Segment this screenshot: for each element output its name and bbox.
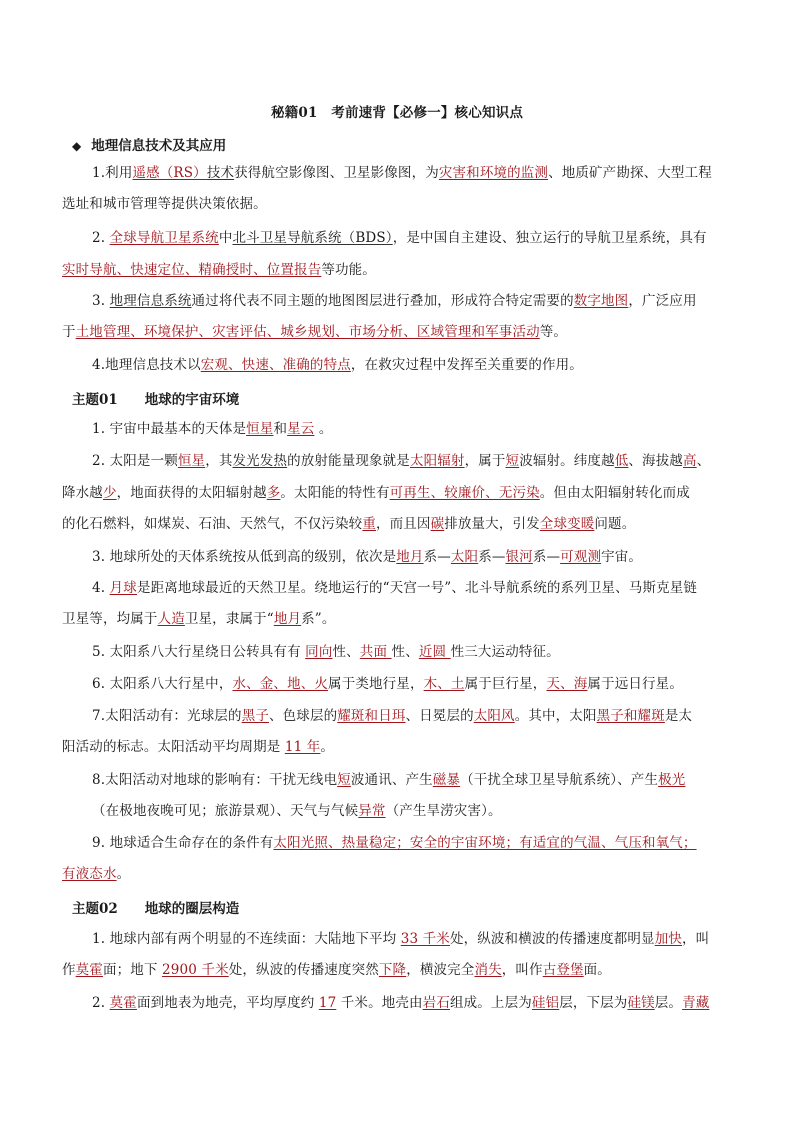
text-run: 系—: [478, 549, 506, 565]
text-run: 、海拔越: [628, 453, 684, 469]
text-run: 。太阳能的特性有: [280, 485, 390, 501]
text-run: 获得航空影像图、卫星影像图，为: [234, 165, 439, 181]
text-run: 是距离地球最近的天然卫星。绕地运行的“天宫一号”、北斗导航系统的系列卫星、马斯克星链: [136, 580, 698, 596]
key-term: 磁暴: [432, 772, 461, 788]
key-term: 地月: [396, 549, 424, 565]
key-term: 可再生、较廉价、无污染: [389, 485, 540, 501]
text-run: （在极地夜晚可见；旅游景观）、天气与气候: [92, 803, 359, 819]
text-run: 处，纵波的传播速度突然: [228, 962, 379, 978]
key-term: 共面: [359, 644, 392, 660]
paragraph-line: [62, 322, 734, 342]
key-term: 极光: [658, 772, 686, 788]
text-run: 波辐射。纬度越: [519, 453, 615, 469]
text-run: 作: [62, 962, 76, 978]
text-run: 组成。上层为: [449, 995, 532, 1011]
text-run: 问题。: [594, 516, 636, 532]
key-term: 地理信息系统: [109, 293, 192, 309]
key-term: 耀斑和日珥: [337, 708, 406, 724]
key-term: 土地管理、环境保护、灾害评估、城乡规划、市场分析、区域管理和军事活动: [75, 324, 540, 340]
text-run: ，叫作: [501, 962, 543, 978]
key-term: 可观测: [560, 549, 602, 565]
key-term: 全球变暖: [539, 516, 595, 532]
text-run: 4.: [92, 580, 110, 596]
text-run: 和: [273, 421, 288, 437]
text-run: 2.: [92, 230, 110, 246]
key-term: 碳: [430, 516, 445, 532]
paragraph-line: [92, 929, 734, 949]
text-run: 千米。地壳由: [336, 995, 423, 1011]
text-run: 4.地理信息技术以: [92, 357, 201, 373]
text-run: 8.太阳活动对地球的影响有：干扰无线电: [92, 772, 338, 788]
text-run: 是太: [664, 708, 693, 724]
key-term: 灾害和环境的监测: [438, 165, 549, 181]
key-term: 地月: [273, 611, 302, 627]
key-term: 岩石: [422, 995, 450, 1011]
text-run: 性、: [391, 644, 419, 660]
key-term: 遥感（RS）: [132, 165, 207, 181]
text-run: ，是中国自主建设、独立运行的导航卫星系统，具有: [392, 230, 707, 246]
paragraph-line: [62, 514, 734, 534]
text-run: 属于类地行星，: [328, 676, 424, 692]
text-run: 5. 太阳系八大行星绕日公转具有有: [92, 644, 306, 660]
key-term: 少: [102, 485, 117, 501]
paragraph-line: [92, 451, 734, 471]
section-heading-label: 地理信息技术及其应用: [91, 138, 227, 154]
paragraph-line: [92, 163, 734, 183]
text-run: ，地面获得的太阳辐射越: [116, 485, 267, 501]
key-term: 黑子和耀斑: [596, 708, 665, 724]
key-term: 人造: [157, 611, 185, 627]
text-run: 的放射能量现象就是: [287, 453, 410, 469]
paragraph-line: [92, 578, 734, 598]
text-run: 1. 宇宙中最基本的天体是: [92, 421, 247, 437]
paragraph-line: [62, 483, 734, 503]
paragraph-line: [92, 770, 734, 790]
paragraph-line: [62, 260, 734, 280]
text-run: 面到地表为地壳，平均厚度约: [136, 995, 319, 1011]
diamond-bullet-icon: ◆: [72, 139, 82, 153]
text-run: 。其中，太阳: [514, 708, 597, 724]
text-run: 层。: [654, 995, 683, 1011]
text-run: 选址和城市管理等提供决策依据。: [62, 196, 267, 212]
text-run: 阳活动的标志。太阳活动平均周期是: [62, 739, 285, 755]
key-term: 莫霍: [75, 962, 103, 978]
section-heading-gis: [72, 134, 226, 154]
text-run: ，横波完全: [406, 962, 475, 978]
key-term: 硅镁: [627, 995, 655, 1011]
paragraph-line: [92, 355, 734, 375]
text-run: ，在救灾过程中发挥至关重要的作用。: [350, 357, 583, 373]
key-term: 重: [362, 516, 376, 532]
key-term: 高: [683, 453, 697, 469]
text-run: 面。: [583, 962, 611, 978]
key-term: 下降: [378, 962, 407, 978]
key-term: 加快: [654, 931, 683, 947]
text-run: 系—: [532, 549, 561, 565]
text-run: 等。: [539, 324, 568, 340]
text-run: 波通讯、产生: [350, 772, 433, 788]
paragraph-line: [62, 194, 734, 214]
key-term: 古登堡: [542, 962, 584, 978]
paragraph-line: [92, 228, 734, 248]
paragraph-line: [62, 737, 734, 757]
topic-heading-02: 主题02 地球的圈层构造: [72, 901, 240, 917]
text-run: 。: [314, 421, 333, 437]
page-title: 秘籍01 考前速背【必修一】核心知识点: [270, 105, 524, 121]
text-run: 通过将代表不同主题的地图图层进行叠加，形成符合特定需要的: [191, 293, 574, 309]
text-run: 于: [62, 324, 76, 340]
key-term: 短: [337, 772, 351, 788]
text-run: 7.太阳活动有：光球层的: [92, 708, 242, 724]
key-term: 太阳辐射: [409, 453, 465, 469]
text-run: 。但由太阳辐射转化而成: [539, 485, 690, 501]
paragraph-line: [92, 291, 734, 311]
key-term: 月球: [109, 580, 137, 596]
paragraph-line: [92, 642, 734, 662]
key-term: 实时导航、快速定位、精确授时、位置报告: [62, 262, 322, 278]
text-run: ，其: [205, 453, 233, 469]
key-term: 恒星: [246, 421, 274, 437]
key-term: 天、海: [546, 676, 588, 692]
key-term: 宏观、快速、准确的特点: [200, 357, 351, 373]
key-term: 星云: [287, 421, 315, 437]
text-run: 9. 地球适合生命存在的条件有: [92, 835, 274, 851]
key-term: 莫霍: [109, 995, 137, 1011]
key-term: 同向: [305, 644, 333, 660]
text-run: 宇宙。: [601, 549, 643, 565]
paragraph-line: [92, 993, 734, 1013]
text-run: 6. 太阳系八大行星中，: [92, 676, 233, 692]
text-run: 1.利用: [92, 165, 133, 181]
key-term: 太阳光照、热量稳定；安全的宇宙环境；有适宜的气温、气压和氧气；: [273, 835, 697, 851]
key-term: 多: [266, 485, 281, 501]
text-run: 排放量大，引发: [444, 516, 540, 532]
key-term: 异常: [358, 803, 386, 819]
key-term: 青藏: [682, 995, 710, 1011]
key-term: 17: [318, 995, 337, 1011]
text-run: （干扰全球卫星导航系统）、产生: [460, 772, 659, 788]
key-term: 北斗卫星导航系统（BDS）: [232, 230, 393, 246]
text-run: 3.: [92, 293, 110, 309]
key-term: 近圆: [418, 644, 451, 660]
key-term: 水、金、地、火: [232, 676, 329, 692]
key-term: 黑子: [241, 708, 269, 724]
text-run: 的化石燃料，如煤炭、石油、天然气，不仅污染较: [62, 516, 363, 532]
text-run: 等功能。: [321, 262, 376, 278]
key-term: 有液态水: [62, 866, 117, 882]
paragraph-line: [62, 609, 734, 629]
text-run: ，叫: [682, 931, 710, 947]
key-term: 消失: [474, 962, 502, 978]
topic-heading-01: 主题01 地球的宇宙环境: [72, 392, 240, 408]
text-run: 面；地下: [102, 962, 163, 978]
text-run: 2. 太阳是一颗: [92, 453, 178, 469]
text-run: 降水越: [62, 485, 103, 501]
key-term: 33 千米: [400, 931, 450, 947]
text-run: 。: [116, 866, 131, 882]
key-term: 恒星: [177, 453, 206, 469]
text-run: ，属于: [464, 453, 506, 469]
key-term: 全球导航卫星系统: [109, 230, 219, 246]
text-run: 、: [696, 453, 711, 469]
text-run: ，广泛应用: [628, 293, 697, 309]
text-run: 、色球层的: [269, 708, 338, 724]
text-run: 系—: [423, 549, 451, 565]
text-run: 层，下层为: [559, 995, 628, 1011]
text-run: 属于远日行星。: [587, 676, 683, 692]
text-run: 。: [320, 739, 335, 755]
paragraph-line: [62, 864, 734, 884]
text-run: 2.: [92, 995, 110, 1011]
key-term: 2900 千米: [162, 962, 229, 978]
text-run: 性三大运动特征。: [450, 644, 560, 660]
key-term: 银河: [505, 549, 533, 565]
text-run: 系”。: [301, 611, 336, 627]
key-term: 太阳: [450, 549, 479, 565]
key-term: 木、土: [423, 676, 465, 692]
text-run: 性、: [332, 644, 360, 660]
key-term: 11 年: [284, 739, 321, 755]
key-term: 发光发热: [232, 453, 288, 469]
key-term: 短: [505, 453, 520, 469]
paragraph-line: [62, 960, 734, 980]
paragraph-line: [92, 419, 734, 439]
text-run: （产生旱涝灾害）。: [385, 803, 502, 819]
key-term: 技术: [206, 165, 235, 181]
text-run: 处，纵波和横波的传播速度都明显: [449, 931, 655, 947]
key-term: 低: [614, 453, 629, 469]
key-term: 数字地图: [573, 293, 629, 309]
key-term: 硅铝: [531, 995, 560, 1011]
text-run: 、日冕层的: [405, 708, 474, 724]
paragraph-line: [92, 706, 734, 726]
paragraph-line: [92, 674, 734, 694]
text-run: 中: [218, 230, 233, 246]
text-run: 属于巨行星，: [464, 676, 547, 692]
paragraph-line: [92, 833, 734, 853]
text-run: 、地质矿产勘探、大型工程: [548, 165, 712, 181]
text-run: 卫星，隶属于“: [184, 611, 274, 627]
key-term: 太阳风: [473, 708, 515, 724]
paragraph-line: [92, 547, 734, 567]
text-run: ，而且因: [375, 516, 431, 532]
paragraph-line: [92, 801, 734, 821]
text-run: 卫星等，均属于: [62, 611, 158, 627]
text-run: 3. 地球所处的天体系统按从低到高的级别，依次是: [92, 549, 397, 565]
text-run: 1. 地球内部有两个明显的不连续面：大陆地下平均: [92, 931, 401, 947]
